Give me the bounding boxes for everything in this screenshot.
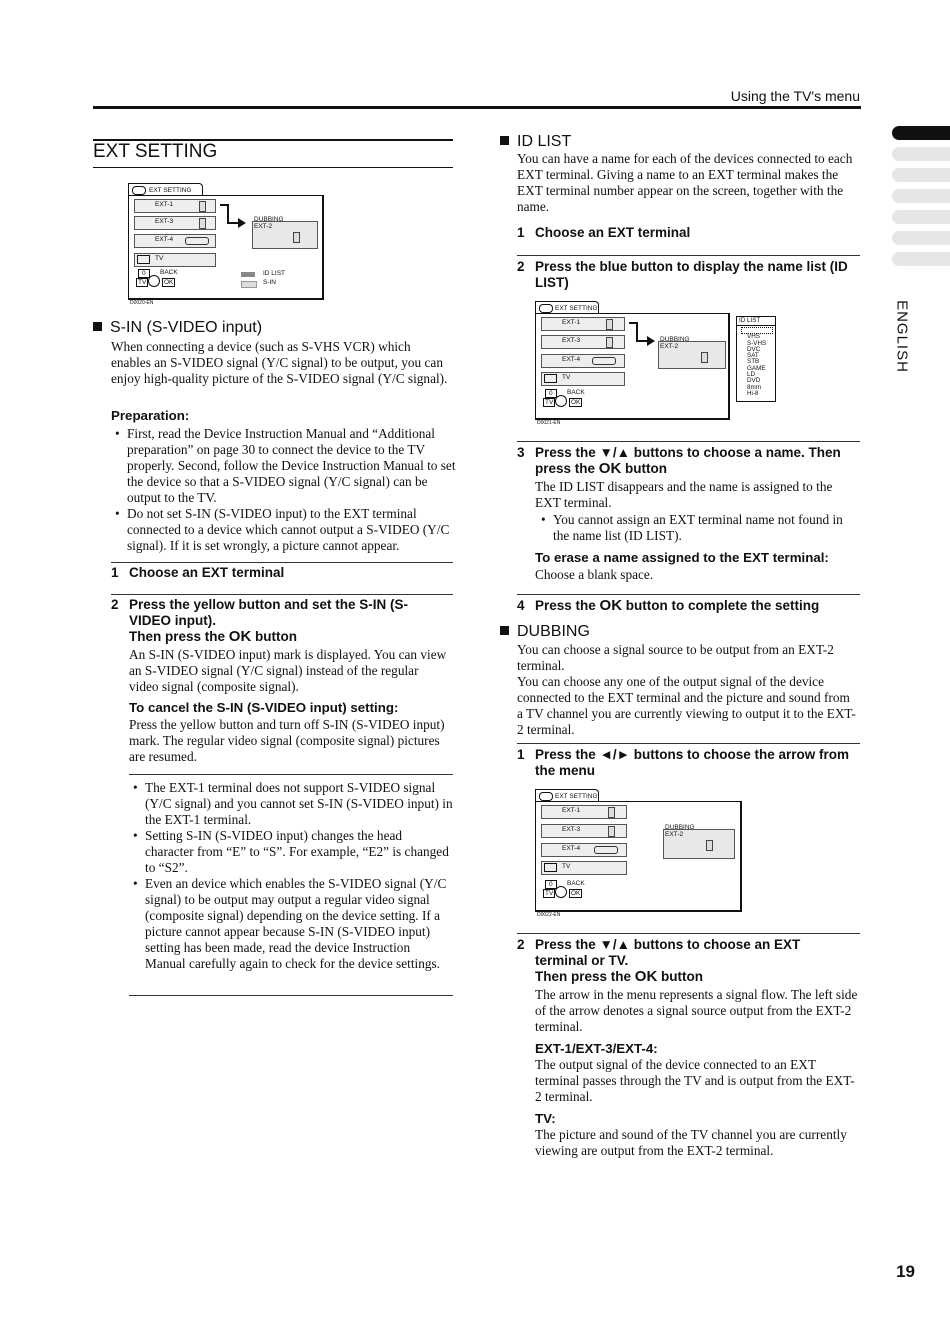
id-list-item[interactable]: DVD xyxy=(747,377,761,385)
menu-tab-header: EXT SETTING xyxy=(535,301,599,314)
zero-key: 0 xyxy=(545,880,557,889)
tv-icon xyxy=(137,255,150,264)
ext-setting-menu-1 xyxy=(128,183,328,308)
step-rule xyxy=(517,743,860,744)
erase-title: To erase a name assigned to the EXT terminal: xyxy=(535,550,829,565)
nav-pad-icon xyxy=(555,395,567,407)
language-label: ENGLISH xyxy=(893,300,911,373)
erase-body: Choose a blank space. xyxy=(535,567,654,582)
figure-code-1: D0020-EN xyxy=(130,300,154,306)
ext-setting-menu-3 xyxy=(535,789,745,914)
tv-title: TV: xyxy=(535,1111,556,1126)
dubbing-step-2-body: The arrow in the menu represents a signal flow. The left side of the arrow denotes a signal source output from the EXT-2 terminal. xyxy=(535,987,858,1034)
dubbing-arrow xyxy=(218,203,248,233)
back-label: BACK xyxy=(567,389,585,396)
ext-title: EXT-1/EXT-3/EXT-4: xyxy=(535,1041,658,1056)
menu-row-ext4[interactable]: EXT-4 xyxy=(541,354,625,368)
preparation-title: Preparation: xyxy=(111,408,190,423)
id-list-item[interactable]: GAME xyxy=(747,364,766,372)
menu-row-ext1[interactable]: EXT-1 xyxy=(541,317,625,331)
idlist-step-3-notes xyxy=(537,512,859,544)
ok-key: OK xyxy=(571,399,581,406)
tv-key: TV xyxy=(545,890,554,897)
menu-row-ext3[interactable]: EXT-3 xyxy=(541,335,625,349)
legend-blue-swatch xyxy=(241,272,255,277)
note-item: • You cannot assign an EXT terminal name not found in the name list (ID LIST). xyxy=(537,512,859,544)
id-list-items xyxy=(737,334,775,397)
notes-bottom-rule xyxy=(129,995,453,996)
ok-key: OK xyxy=(164,279,174,286)
menu-row-ext3[interactable]: EXT-3 xyxy=(541,824,627,838)
section-title-rule xyxy=(93,167,453,168)
sin-intro: When connecting a device (such as S-VHS VCR) which enables an S-VIDEO signal (Y/C signal) to be output, you can enjoy high-quality picture of the S-VIDEO signal (Y/C signal). xyxy=(111,339,448,386)
tv-body: The picture and sound of the TV channel you are currently viewing are output from the EXT-2 terminal. xyxy=(535,1127,847,1158)
back-label: BACK xyxy=(567,880,585,887)
preparation-item: • First, read the Device Instruction Manual and “Additional preparation” on page 30 to connect the device to the TV properly. Second, follow the Device Instruction Manual to set the device so that a S-VIDEO signal (Y/C signal) can be output to the TV. xyxy=(111,426,456,506)
preparation-list xyxy=(111,426,456,554)
menu-row-ext4[interactable]: EXT-4 xyxy=(541,843,627,857)
ok-glyph: OK xyxy=(634,968,658,985)
step-rule xyxy=(111,562,453,563)
tab-english xyxy=(892,126,950,140)
dubbing-arrow xyxy=(627,321,657,351)
menu-row-tv[interactable]: TV xyxy=(541,372,625,386)
idlist-step-3: 3 Press the ▼/▲ buttons to choose a name. Then press the OK button xyxy=(517,445,841,477)
tab-4 xyxy=(892,189,950,203)
note-item: • The EXT-1 terminal does not support S-VIDEO signal (Y/C signal) and you cannot set S-IN (S-VIDEO input) in the EXT-1 terminal. xyxy=(129,780,454,828)
id-list-item[interactable]: S-VHS xyxy=(747,339,767,347)
sin-step-2-body: An S-IN (S-VIDEO input) mark is displayed. You can view an S-VIDEO signal (Y/C signal) instead of the regular video signal (composite signal). xyxy=(129,647,447,694)
tab-6 xyxy=(892,231,950,245)
zero-key: 0 xyxy=(545,389,557,398)
dubbing-preview: DUBBING EXT-2 xyxy=(663,829,735,859)
step-rule xyxy=(517,594,860,595)
id-list-item[interactable]: Hi-8 xyxy=(747,389,759,397)
id-list-item[interactable]: DVC xyxy=(747,345,761,353)
cancel-body: Press the yellow button and turn off S-IN (S-VIDEO input) mark. The regular video signal (composite signal) pictures are resumed. xyxy=(129,717,445,764)
idlist-step-3-body: The ID LIST disappears and the name is assigned to the EXT terminal. xyxy=(535,479,833,510)
idlist-step-1: 1 Choose an EXT terminal xyxy=(517,225,691,240)
legend-yellow-swatch xyxy=(241,281,257,288)
menu-row-ext1[interactable]: EXT-1 xyxy=(134,199,216,213)
menu-icon xyxy=(539,792,553,801)
page-number: 19 xyxy=(896,1262,915,1281)
ok-glyph: OK xyxy=(598,460,622,477)
menu-row-ext1[interactable]: EXT-1 xyxy=(541,805,627,819)
dubbing-step-2: 2 Press the ▼/▲ buttons to choose an EXT terminal or TV. Then press the OK button xyxy=(517,937,801,985)
dubbing-preview: DUBBING EXT-2 xyxy=(252,221,318,249)
header-rule xyxy=(93,106,861,109)
preparation-item: • Do not set S-IN (S-VIDEO input) to the EXT terminal connected to a device which cannot output a S-VIDEO (Y/C signal). If it is set wrongly, a picture cannot appear. xyxy=(111,506,456,554)
menu-row-ext4[interactable]: EXT-4 xyxy=(134,234,216,248)
dubbing-step-1: 1 Press the ◄/► buttons to choose the arrow from the menu xyxy=(517,747,850,778)
figure-code-3: D0022-EN xyxy=(537,912,561,918)
id-list-item[interactable]: STB xyxy=(747,358,760,366)
tv-icon xyxy=(544,374,557,383)
idlist-title: ID LIST xyxy=(500,133,571,151)
id-list-popup[interactable]: ID LIST VHS S-VHS DVC SAT STB GAME LD DVD 8mm Hi-8 xyxy=(736,316,776,402)
tab-5 xyxy=(892,210,950,224)
menu-row-tv[interactable]: TV xyxy=(541,861,627,875)
ext-setting-menu-2 xyxy=(535,301,795,421)
ok-glyph: OK xyxy=(599,597,623,614)
nav-pad-icon xyxy=(148,275,160,287)
tab-7 xyxy=(892,252,950,266)
note-item: • Setting S-IN (S-VIDEO input) changes the head character from “E” to “S”. For example, “E2” is changed to “S2”. xyxy=(129,828,454,876)
step-rule xyxy=(517,933,860,934)
figure-code-2: D0021-EN xyxy=(537,420,561,426)
ok-glyph: OK xyxy=(228,628,252,645)
id-list-item[interactable]: VHS xyxy=(747,333,760,341)
note-item: • Even an device which enables the S-VIDEO signal (Y/C signal) to be output may output a regular video signal (composite signal) depending on the device setting. If a picture cannot appear because S-IN (S-VIDEO input) setting has been made, read the device Instruction Manual carefully again to check for the device settings. xyxy=(129,876,454,972)
scart-icon xyxy=(594,846,618,854)
zero-key: 0 xyxy=(138,269,150,278)
idlist-step-4: 4 Press the OK button to complete the setting xyxy=(517,597,820,614)
sin-step-1: 1 Choose an EXT terminal xyxy=(111,565,285,580)
tv-key: TV xyxy=(545,399,554,406)
tv-icon xyxy=(544,863,557,872)
dubbing-intro-1: You can choose a signal source to be output from an EXT-2 terminal. xyxy=(517,642,834,673)
menu-icon xyxy=(539,304,553,313)
back-label: BACK xyxy=(160,269,178,276)
notes-top-rule xyxy=(129,774,453,775)
step-rule xyxy=(517,441,860,442)
scart-icon xyxy=(185,237,209,245)
sin-title: S-IN (S-VIDEO input) xyxy=(93,319,262,337)
menu-row-tv[interactable]: TV xyxy=(134,253,216,267)
step-rule xyxy=(111,594,453,595)
idlist-step-2: 2 Press the blue button to display the name list (ID LIST) xyxy=(517,259,848,290)
scart-icon xyxy=(592,357,616,365)
ok-key: OK xyxy=(571,890,581,897)
cancel-title: To cancel the S-IN (S-VIDEO input) setting: xyxy=(129,700,399,715)
menu-icon xyxy=(132,186,146,195)
menu-tab-header: EXT SETTING xyxy=(535,789,599,802)
id-list-item[interactable]: LD xyxy=(747,371,756,379)
menu-tab-header: EXT SETTING xyxy=(128,183,203,196)
tab-2 xyxy=(892,147,950,161)
id-list-item[interactable]: SAT xyxy=(747,352,759,360)
legend-sin: S-IN xyxy=(263,279,276,286)
dubbing-preview: DUBBING EXT-2 xyxy=(658,341,726,369)
ext-body: The output signal of the device connected to an EXT terminal passes through the TV and is output from the EXT-2 terminal. xyxy=(535,1057,855,1104)
nav-pad-icon xyxy=(555,886,567,898)
running-header: Using the TV's menu xyxy=(730,88,860,104)
sin-step-2: 2 Press the yellow button and set the S-IN (S-VIDEO input). Then press the OK button xyxy=(111,597,409,645)
menu-row-ext3[interactable]: EXT-3 xyxy=(134,216,216,230)
notes-list xyxy=(129,780,454,972)
step-rule xyxy=(517,255,860,256)
legend-idlist: ID LIST xyxy=(263,270,286,277)
dubbing-title: DUBBING xyxy=(500,623,590,641)
tv-key: TV xyxy=(138,279,147,286)
dubbing-intro-2: You can choose any one of the output signal of the device connected to the EXT terminal and the picture and sound from a TV channel you are currently viewing to output it to the EXT-2 terminal. xyxy=(517,674,856,737)
tab-3 xyxy=(892,168,950,182)
id-list-item[interactable]: 8mm xyxy=(747,383,761,391)
idlist-intro: You can have a name for each of the devices connected to each EXT terminal. Giving a name to an EXT terminal makes the EXT terminal number appear on the screen, together with the name. xyxy=(517,151,853,214)
section-title-ext-setting: EXT SETTING xyxy=(93,141,218,162)
